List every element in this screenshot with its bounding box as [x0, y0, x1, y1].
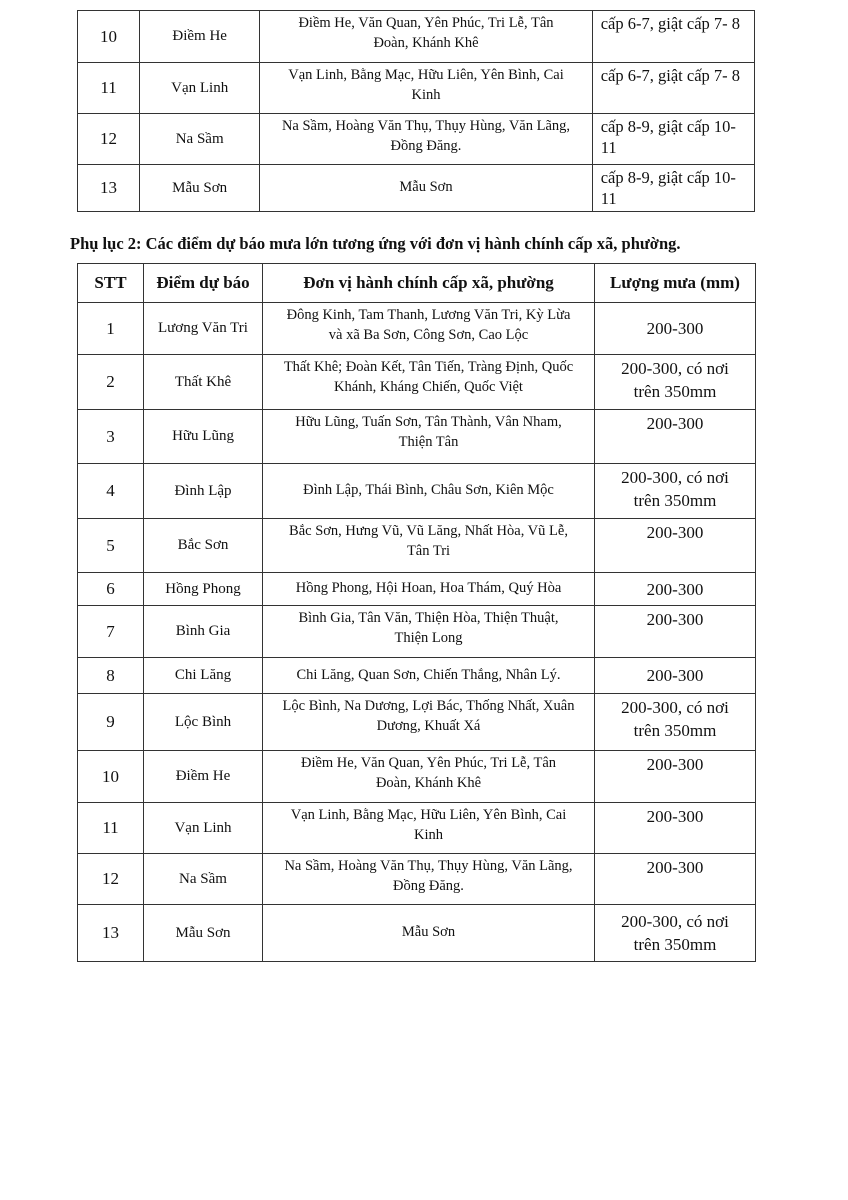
admin-units-cell: Chi Lăng, Quan Sơn, Chiến Thắng, Nhân Lý.	[263, 658, 595, 694]
stt-cell: 8	[78, 658, 144, 694]
table-row	[78, 11, 755, 63]
stt-cell: 11	[78, 63, 140, 114]
stt-cell: 10	[78, 751, 144, 803]
stt-cell: 12	[78, 114, 140, 165]
forecast-point-cell: Bình Gia	[144, 606, 263, 658]
rainfall-cell: 200-300	[595, 658, 756, 694]
rainfall-cell: 200-300	[595, 410, 756, 464]
table-row	[78, 165, 755, 212]
forecast-point-cell: Thất Khê	[144, 355, 263, 410]
table-row	[78, 803, 756, 854]
admin-units-cell: Hữu Lũng, Tuấn Sơn, Tân Thành, Vân Nham, Thiện Tân	[263, 410, 595, 464]
forecast-point-cell: Chi Lăng	[144, 658, 263, 694]
stt-cell: 5	[78, 519, 144, 573]
admin-units-cell: Lộc Bình, Na Dương, Lợi Bác, Thống Nhất, Xuân Dương, Khuất Xá	[263, 694, 595, 751]
stt-cell: 9	[78, 694, 144, 751]
forecast-point-cell: Đình Lập	[144, 464, 263, 519]
forecast-point-cell: Vạn Linh	[140, 63, 260, 114]
table-row	[78, 573, 756, 606]
stt-cell: 3	[78, 410, 144, 464]
admin-units-cell: Thất Khê; Đoàn Kết, Tân Tiến, Tràng Định, Quốc Khánh, Kháng Chiến, Quốc Việt	[263, 355, 595, 410]
forecast-point-cell: Lương Văn Tri	[144, 303, 263, 355]
admin-units-cell: Hồng Phong, Hội Hoan, Hoa Thám, Quý Hòa	[263, 573, 595, 606]
stt-cell: 13	[78, 165, 140, 212]
table-row	[78, 905, 756, 962]
forecast-point-cell: Na Sầm	[140, 114, 260, 165]
admin-units-cell: Điềm He, Văn Quan, Yên Phúc, Tri Lễ, Tân Đoàn, Khánh Khê	[263, 751, 595, 803]
rainfall-cell: 200-300	[595, 519, 756, 573]
stt-cell: 13	[78, 905, 144, 962]
table-row	[78, 63, 755, 114]
rainfall-cell: 200-300	[595, 751, 756, 803]
stt-cell: 11	[78, 803, 144, 854]
forecast-point-cell: Hữu Lũng	[144, 410, 263, 464]
wind-level-cell: cấp 6-7, giật cấp 7- 8	[592, 63, 754, 114]
header-stt: STT	[78, 264, 144, 303]
table-row	[78, 464, 756, 519]
forecast-point-cell: Bắc Sơn	[144, 519, 263, 573]
table-row	[78, 355, 756, 410]
admin-units-cell: Mẫu Sơn	[263, 905, 595, 962]
stt-cell: 10	[78, 11, 140, 63]
rainfall-cell: 200-300, có nơi trên 350mm	[595, 355, 756, 410]
admin-units-cell: Mẫu Sơn	[260, 165, 592, 212]
rainfall-cell: 200-300	[595, 573, 756, 606]
table-row	[78, 410, 756, 464]
table-row	[78, 114, 755, 165]
admin-units-cell: Đông Kinh, Tam Thanh, Lương Văn Tri, Kỳ Lừa và xã Ba Sơn, Công Sơn, Cao Lộc	[263, 303, 595, 355]
forecast-point-cell: Vạn Linh	[144, 803, 263, 854]
stt-cell: 2	[78, 355, 144, 410]
forecast-point-cell: Lộc Bình	[144, 694, 263, 751]
header-rainfall: Lượng mưa (mm)	[595, 264, 756, 303]
table-header-row	[78, 264, 756, 303]
admin-units-cell: Bình Gia, Tân Văn, Thiện Hòa, Thiện Thuật, Thiện Long	[263, 606, 595, 658]
table-row	[78, 606, 756, 658]
table-row	[78, 694, 756, 751]
forecast-point-cell: Hồng Phong	[144, 573, 263, 606]
admin-units-cell: Na Sầm, Hoàng Văn Thụ, Thụy Hùng, Văn Lãng, Đồng Đăng.	[260, 114, 592, 165]
forecast-point-cell: Điềm He	[140, 11, 260, 63]
rainfall-cell: 200-300, có nơi trên 350mm	[595, 464, 756, 519]
stt-cell: 7	[78, 606, 144, 658]
wind-level-cell: cấp 6-7, giật cấp 7- 8	[592, 11, 754, 63]
header-forecast-point: Điểm dự báo	[144, 264, 263, 303]
wind-level-cell: cấp 8-9, giật cấp 10- 11	[592, 114, 754, 165]
admin-units-cell: Na Sầm, Hoàng Văn Thụ, Thụy Hùng, Văn Lãng, Đồng Đăng.	[263, 854, 595, 905]
rainfall-cell: 200-300, có nơi trên 350mm	[595, 694, 756, 751]
table-row	[78, 519, 756, 573]
rainfall-cell: 200-300	[595, 303, 756, 355]
table-row	[78, 303, 756, 355]
heavy-rain-table	[77, 263, 756, 962]
table-row	[78, 751, 756, 803]
admin-units-cell: Điềm He, Văn Quan, Yên Phúc, Tri Lễ, Tân Đoàn, Khánh Khê	[260, 11, 592, 63]
table-row	[78, 658, 756, 694]
forecast-point-cell: Mẫu Sơn	[140, 165, 260, 212]
stt-cell: 6	[78, 573, 144, 606]
header-admin-units: Đơn vị hành chính cấp xã, phường	[263, 264, 595, 303]
wind-level-cell: cấp 8-9, giật cấp 10-11	[592, 165, 754, 212]
forecast-point-cell: Mẫu Sơn	[144, 905, 263, 962]
table-row	[78, 854, 756, 905]
appendix-2-heading: Phụ lục 2: Các điểm dự báo mưa lớn tương ứng với đơn vị hành chính cấp xã, phường.	[70, 234, 681, 253]
admin-units-cell: Bắc Sơn, Hưng Vũ, Vũ Lăng, Nhất Hòa, Vũ Lễ, Tân Tri	[263, 519, 595, 573]
admin-units-cell: Vạn Linh, Bằng Mạc, Hữu Liên, Yên Bình, Cai Kinh	[260, 63, 592, 114]
stt-cell: 1	[78, 303, 144, 355]
rainfall-cell: 200-300	[595, 803, 756, 854]
admin-units-cell: Đình Lập, Thái Bình, Châu Sơn, Kiên Mộc	[263, 464, 595, 519]
stt-cell: 4	[78, 464, 144, 519]
forecast-point-cell: Na Sầm	[144, 854, 263, 905]
rainfall-cell: 200-300	[595, 606, 756, 658]
admin-units-cell: Vạn Linh, Bằng Mạc, Hữu Liên, Yên Bình, Cai Kinh	[263, 803, 595, 854]
wind-level-table	[77, 10, 755, 212]
stt-cell: 12	[78, 854, 144, 905]
rainfall-cell: 200-300, có nơi trên 350mm	[595, 905, 756, 962]
forecast-point-cell: Điềm He	[144, 751, 263, 803]
rainfall-cell: 200-300	[595, 854, 756, 905]
